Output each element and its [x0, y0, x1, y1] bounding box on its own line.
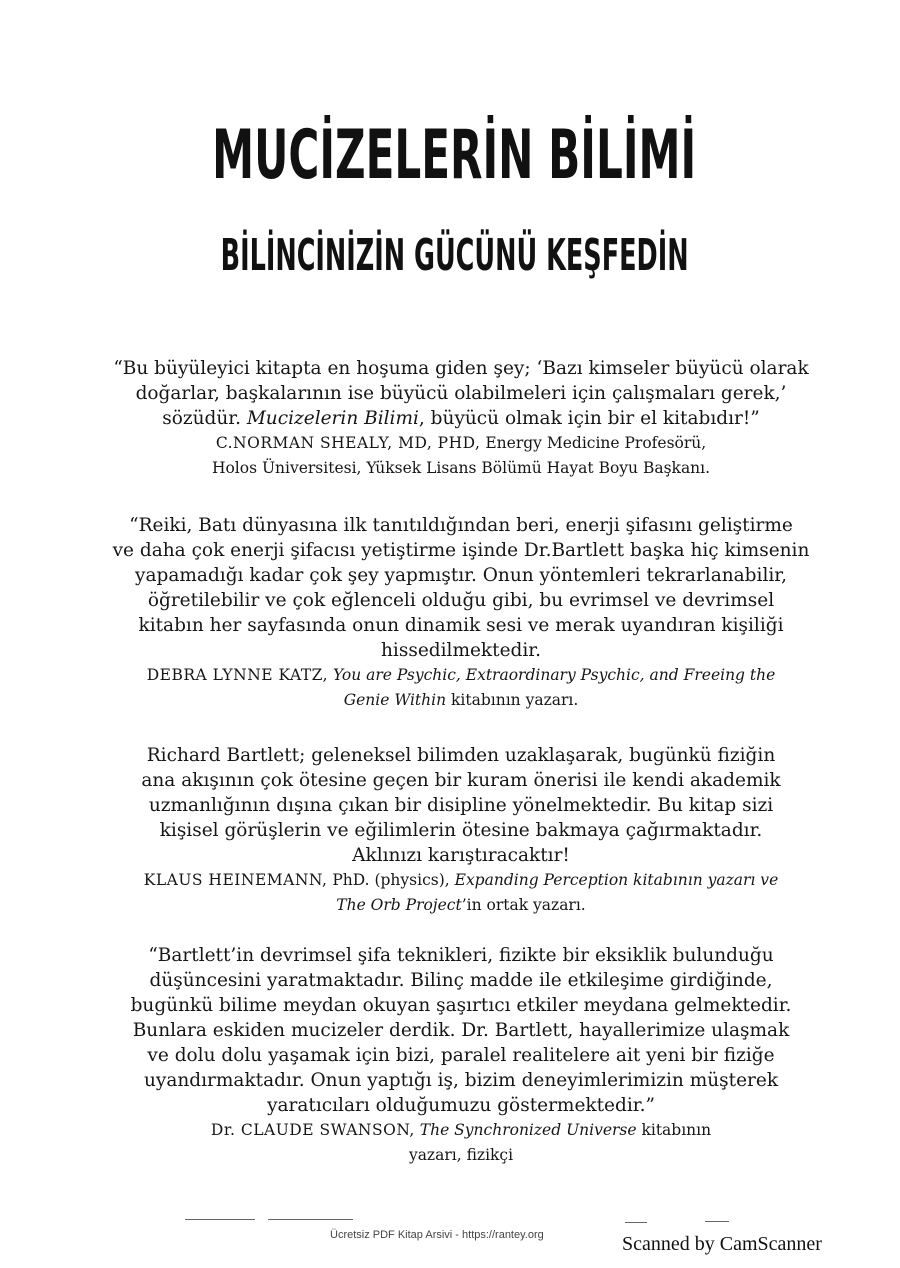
text-segment: kitabının: [636, 1121, 712, 1139]
endorsement-line: yaratıcıları olduğumuzu göstermektedir.”: [267, 1095, 655, 1116]
author-affiliation: Holos Üniversitesi,: [211, 459, 362, 477]
book-reference: Mucizelerin Bilimi: [246, 408, 419, 429]
scanner-watermark: Scanned by CamScanner: [622, 1233, 822, 1255]
book-reference: Expanding Perception kitabının yazarı ve: [449, 871, 779, 889]
endorsement-line: “Bu büyüleyici kitapta en hoşuma giden şey; ‘Bazı kimseler büyücü olarak: [113, 358, 809, 379]
scan-artifact-line: [705, 1221, 729, 1222]
author-credential: PhD. (physics),: [327, 871, 450, 889]
endorsement-line: doğarlar, başkalarının ise büyücü olabilmeleri için çalışmaları gerek,’: [135, 383, 787, 404]
attribution: [100, 456, 822, 481]
footer-watermark: Ücretsiz PDF Kitap Arsivi - https://rantey.org: [330, 1229, 544, 1241]
book-subtitle: BİLİNCİNİZİN GÜCÜNÜ KEŞFEDİN: [220, 230, 689, 281]
attribution: [100, 1118, 822, 1143]
book-reference: You are Psychic, Extraordinary Psychic, and Freeing the: [328, 666, 776, 684]
text-segment: , büyücü olmak için bir el kitabıdır!”: [418, 408, 760, 429]
attribution: [100, 1143, 822, 1168]
endorsement-katz: [100, 513, 822, 713]
endorsement-line: kitabın her sayfasında onun dinamik sesi ve merak uyandıran kişiliği: [138, 615, 784, 636]
endorsement-line: “Reiki, Batı dünyasına ilk tanıtıldığından beri, enerji şifasını geliştirme: [129, 515, 793, 536]
endorsement-line: ve daha çok enerji şifacısı yetiştirme işinde Dr.Bartlett başka hiç kimsenin: [112, 540, 810, 561]
author-name: Dr. CLAUDE SWANSON,: [210, 1121, 415, 1139]
endorsement-line: uzmanlığının dışına çıkan bir disipline yönelmektedir. Bu kitap sizi: [148, 795, 774, 816]
endorsement-line: uyandırmaktadır. Onun yaptığı iş, bizim deneyimlerimizin müşterek: [143, 1070, 779, 1091]
scan-artifact-line: [268, 1219, 353, 1220]
author-title: Yüksek Lisans Bölümü Hayat Boyu Başkanı.: [361, 459, 711, 477]
endorsement-line: kişisel görüşlerin ve eğilimlerin ötesine bakmaya çağırmaktadır.: [159, 820, 763, 841]
scan-artifact-line: [625, 1222, 647, 1223]
endorsement-swanson: [100, 943, 822, 1168]
attribution: [100, 688, 822, 713]
endorsement-line: “Bartlett’in devrimsel şifa teknikleri, fizikte bir eksiklik bulunduğu: [148, 945, 774, 966]
scan-artifact-line: [185, 1219, 255, 1220]
book-reference: The Orb Project: [336, 896, 462, 914]
endorsement-line: ana akışının çok ötesine geçen bir kuram önerisi ile kendi akademik: [141, 770, 781, 791]
book-reference: The Synchronized Universe: [414, 1121, 637, 1139]
book-title: MUCİZELERİN BİLİMİ: [212, 116, 697, 195]
book-reference: Genie Within: [343, 691, 447, 709]
endorsement-line: [100, 406, 822, 431]
text-segment: kitabının yazarı.: [446, 691, 579, 709]
endorsement-line: bugünkü bilime meydan okuyan şaşırtıcı etkiler meydana gelmektedir.: [130, 995, 792, 1016]
author-name: KLAUS HEINEMANN,: [143, 871, 328, 889]
attribution: [100, 431, 822, 456]
endorsement-line: düşüncesini yaratmaktadır. Bilinç madde ile etkileşime girdiğinde,: [149, 970, 773, 991]
author-name: C.NORMAN SHEALY, MD, PHD,: [215, 434, 481, 452]
endorsement-line: ve dolu dolu yaşamak için bizi, paralel realitelere ait yeni bir fiziğe: [147, 1045, 775, 1066]
endorsement-heinemann: [100, 743, 822, 918]
endorsement-line: Bunlara eskiden mucizeler derdik. Dr. Bartlett, hayallerimize ulaşmak: [132, 1020, 790, 1041]
endorsement-line: Richard Bartlett; geleneksel bilimden uzaklaşarak, bugünkü fiziğin: [146, 745, 776, 766]
attribution: [100, 868, 822, 893]
author-title: Energy Medicine Profesörü,: [480, 434, 707, 452]
endorsement-shealy: [100, 356, 822, 481]
endorsement-line: öğretilebilir ve çok eğlenceli olduğu gibi, bu evrimsel ve devrimsel: [147, 590, 775, 611]
endorsement-line: yapamadığı kadar çok şey yapmıştır. Onun yöntemleri tekrarlanabilir,: [135, 565, 787, 586]
text-segment: sözüdür.: [162, 408, 247, 429]
text-segment: ’in ortak yazarı.: [461, 896, 586, 914]
attribution: [100, 893, 822, 918]
author-name: DEBRA LYNNE KATZ,: [146, 666, 329, 684]
endorsement-line: Aklınızı karıştıracaktır!: [352, 845, 570, 866]
author-title: yazarı, fizikçi: [408, 1146, 514, 1164]
attribution: [100, 663, 822, 688]
endorsement-line: hissedilmektedir.: [381, 640, 541, 661]
